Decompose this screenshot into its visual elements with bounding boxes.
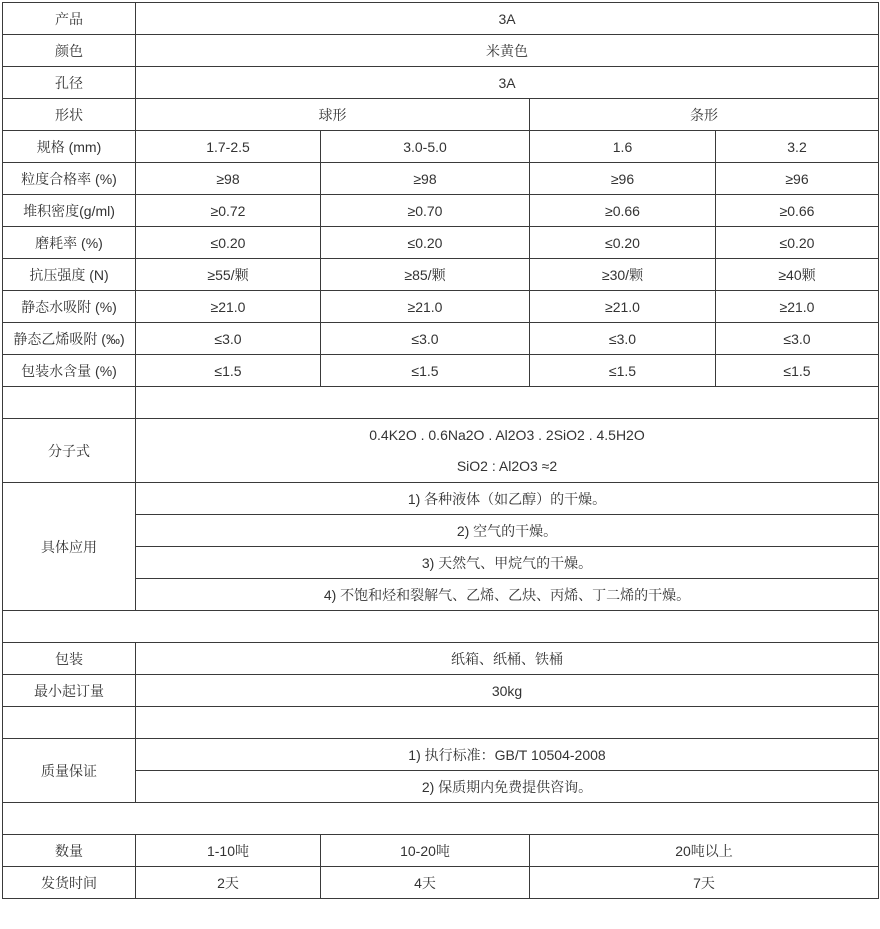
spec-label: 磨耗率 (%): [3, 227, 136, 259]
quantity-value: 20吨以上: [530, 835, 879, 867]
spec-value: ≤3.0: [136, 323, 321, 355]
row-ethylene-adsorption: [3, 323, 879, 355]
shape-strip: 条形: [530, 99, 879, 131]
spec-value: ≥30/颗: [530, 259, 716, 291]
spec-value: ≥0.66: [716, 195, 879, 227]
row-attrition: [3, 227, 879, 259]
spec-value: ≥96: [530, 163, 716, 195]
row-size: [3, 131, 879, 163]
spec-value: ≥21.0: [716, 291, 879, 323]
spec-value: ≥85/颗: [321, 259, 530, 291]
application-label: 具体应用: [3, 483, 136, 611]
spec-value: ≥21.0: [136, 291, 321, 323]
spec-value: ≥0.66: [530, 195, 716, 227]
spec-value: ≤1.5: [136, 355, 321, 387]
row-packaging: [3, 643, 879, 675]
spec-value: ≥98: [136, 163, 321, 195]
row-crush-strength: [3, 259, 879, 291]
spec-value: 3.0-5.0: [321, 131, 530, 163]
spec-value: ≥0.72: [136, 195, 321, 227]
row-color: [3, 35, 879, 67]
spacer-cell: [3, 803, 879, 835]
product-label: 产品: [3, 3, 136, 35]
row-shape: [3, 99, 879, 131]
spec-value: 3.2: [716, 131, 879, 163]
packaging-label: 包装: [3, 643, 136, 675]
spec-value: ≤3.0: [321, 323, 530, 355]
row-quantity: [3, 835, 879, 867]
spec-label: 规格 (mm): [3, 131, 136, 163]
product-value: 3A: [136, 3, 879, 35]
product-spec-table: [2, 2, 879, 899]
application-item: 1) 各种液体（如乙醇）的干燥。: [136, 483, 879, 515]
quantity-value: 10-20吨: [321, 835, 530, 867]
spacer-row: [3, 387, 879, 419]
spec-value: ≥96: [716, 163, 879, 195]
row-bulk-density: [3, 195, 879, 227]
spec-value: ≤1.5: [716, 355, 879, 387]
spacer-cell: [3, 387, 136, 419]
shape-label: 形状: [3, 99, 136, 131]
row-application: [3, 483, 879, 515]
delivery-time-value: 7天: [530, 867, 879, 899]
application-item: 3) 天然气、甲烷气的干燥。: [136, 547, 879, 579]
spec-value: ≥40颗: [716, 259, 879, 291]
spec-value: ≤0.20: [321, 227, 530, 259]
row-pore: [3, 67, 879, 99]
packaging-value: 纸箱、纸桶、铁桶: [136, 643, 879, 675]
row-delivery-time: [3, 867, 879, 899]
spec-value: ≤3.0: [716, 323, 879, 355]
spacer-row: [3, 803, 879, 835]
delivery-time-value: 2天: [136, 867, 321, 899]
pore-label: 孔径: [3, 67, 136, 99]
pore-value: 3A: [136, 67, 879, 99]
quality-item: 1) 执行标准：GB/T 10504-2008: [136, 739, 879, 771]
formula-ratio: SiO2 : Al2O3 ≈2: [456, 457, 558, 474]
spec-value: ≥0.70: [321, 195, 530, 227]
shape-sphere: 球形: [136, 99, 530, 131]
application-item: 2) 空气的干燥。: [136, 515, 879, 547]
spec-label: 静态水吸附 (%): [3, 291, 136, 323]
spacer-cell: [3, 611, 879, 643]
spec-value: ≤1.5: [321, 355, 530, 387]
delivery-time-value: 4天: [321, 867, 530, 899]
spec-value: ≥21.0: [321, 291, 530, 323]
spec-label: 粒度合格率 (%): [3, 163, 136, 195]
spec-value: ≤0.20: [530, 227, 716, 259]
row-moisture: [3, 355, 879, 387]
row-formula: [3, 419, 879, 483]
quantity-label: 数量: [3, 835, 136, 867]
spacer-row: [3, 611, 879, 643]
spacer-cell: [3, 707, 136, 739]
color-label: 颜色: [3, 35, 136, 67]
formula-value: [136, 419, 879, 483]
spec-label: 包装水含量 (%): [3, 355, 136, 387]
row-water-adsorption: [3, 291, 879, 323]
formula-line: 0.4K2O . 0.6Na2O . Al2O3 . 2SiO2 . 4.5H2O: [369, 426, 645, 443]
quality-label: 质量保证: [3, 739, 136, 803]
row-moq: [3, 675, 879, 707]
spec-value: ≤1.5: [530, 355, 716, 387]
color-value: 米黄色: [136, 35, 879, 67]
spec-label: 静态乙烯吸附 (‰): [3, 323, 136, 355]
spec-label: 堆积密度(g/ml): [3, 195, 136, 227]
delivery-time-label: 发货时间: [3, 867, 136, 899]
spec-value: ≤0.20: [136, 227, 321, 259]
spec-value: 1.6: [530, 131, 716, 163]
row-product: [3, 3, 879, 35]
spacer-row: [3, 707, 879, 739]
formula-label: 分子式: [3, 419, 136, 483]
row-granularity: [3, 163, 879, 195]
row-quality: [3, 739, 879, 771]
spec-value: ≥21.0: [530, 291, 716, 323]
spacer-cell: [136, 707, 879, 739]
moq-label: 最小起订量: [3, 675, 136, 707]
spec-value: ≥55/颗: [136, 259, 321, 291]
application-item: 4) 不饱和烃和裂解气、乙烯、乙炔、丙烯、丁二烯的干燥。: [136, 579, 879, 611]
spec-value: ≥98: [321, 163, 530, 195]
quality-item: 2) 保质期内免费提供咨询。: [136, 771, 879, 803]
moq-value: 30kg: [136, 675, 879, 707]
spacer-cell: [136, 387, 879, 419]
spec-value: 1.7-2.5: [136, 131, 321, 163]
spec-value: ≤3.0: [530, 323, 716, 355]
quantity-value: 1-10吨: [136, 835, 321, 867]
spec-label: 抗压强度 (N): [3, 259, 136, 291]
spec-value: ≤0.20: [716, 227, 879, 259]
